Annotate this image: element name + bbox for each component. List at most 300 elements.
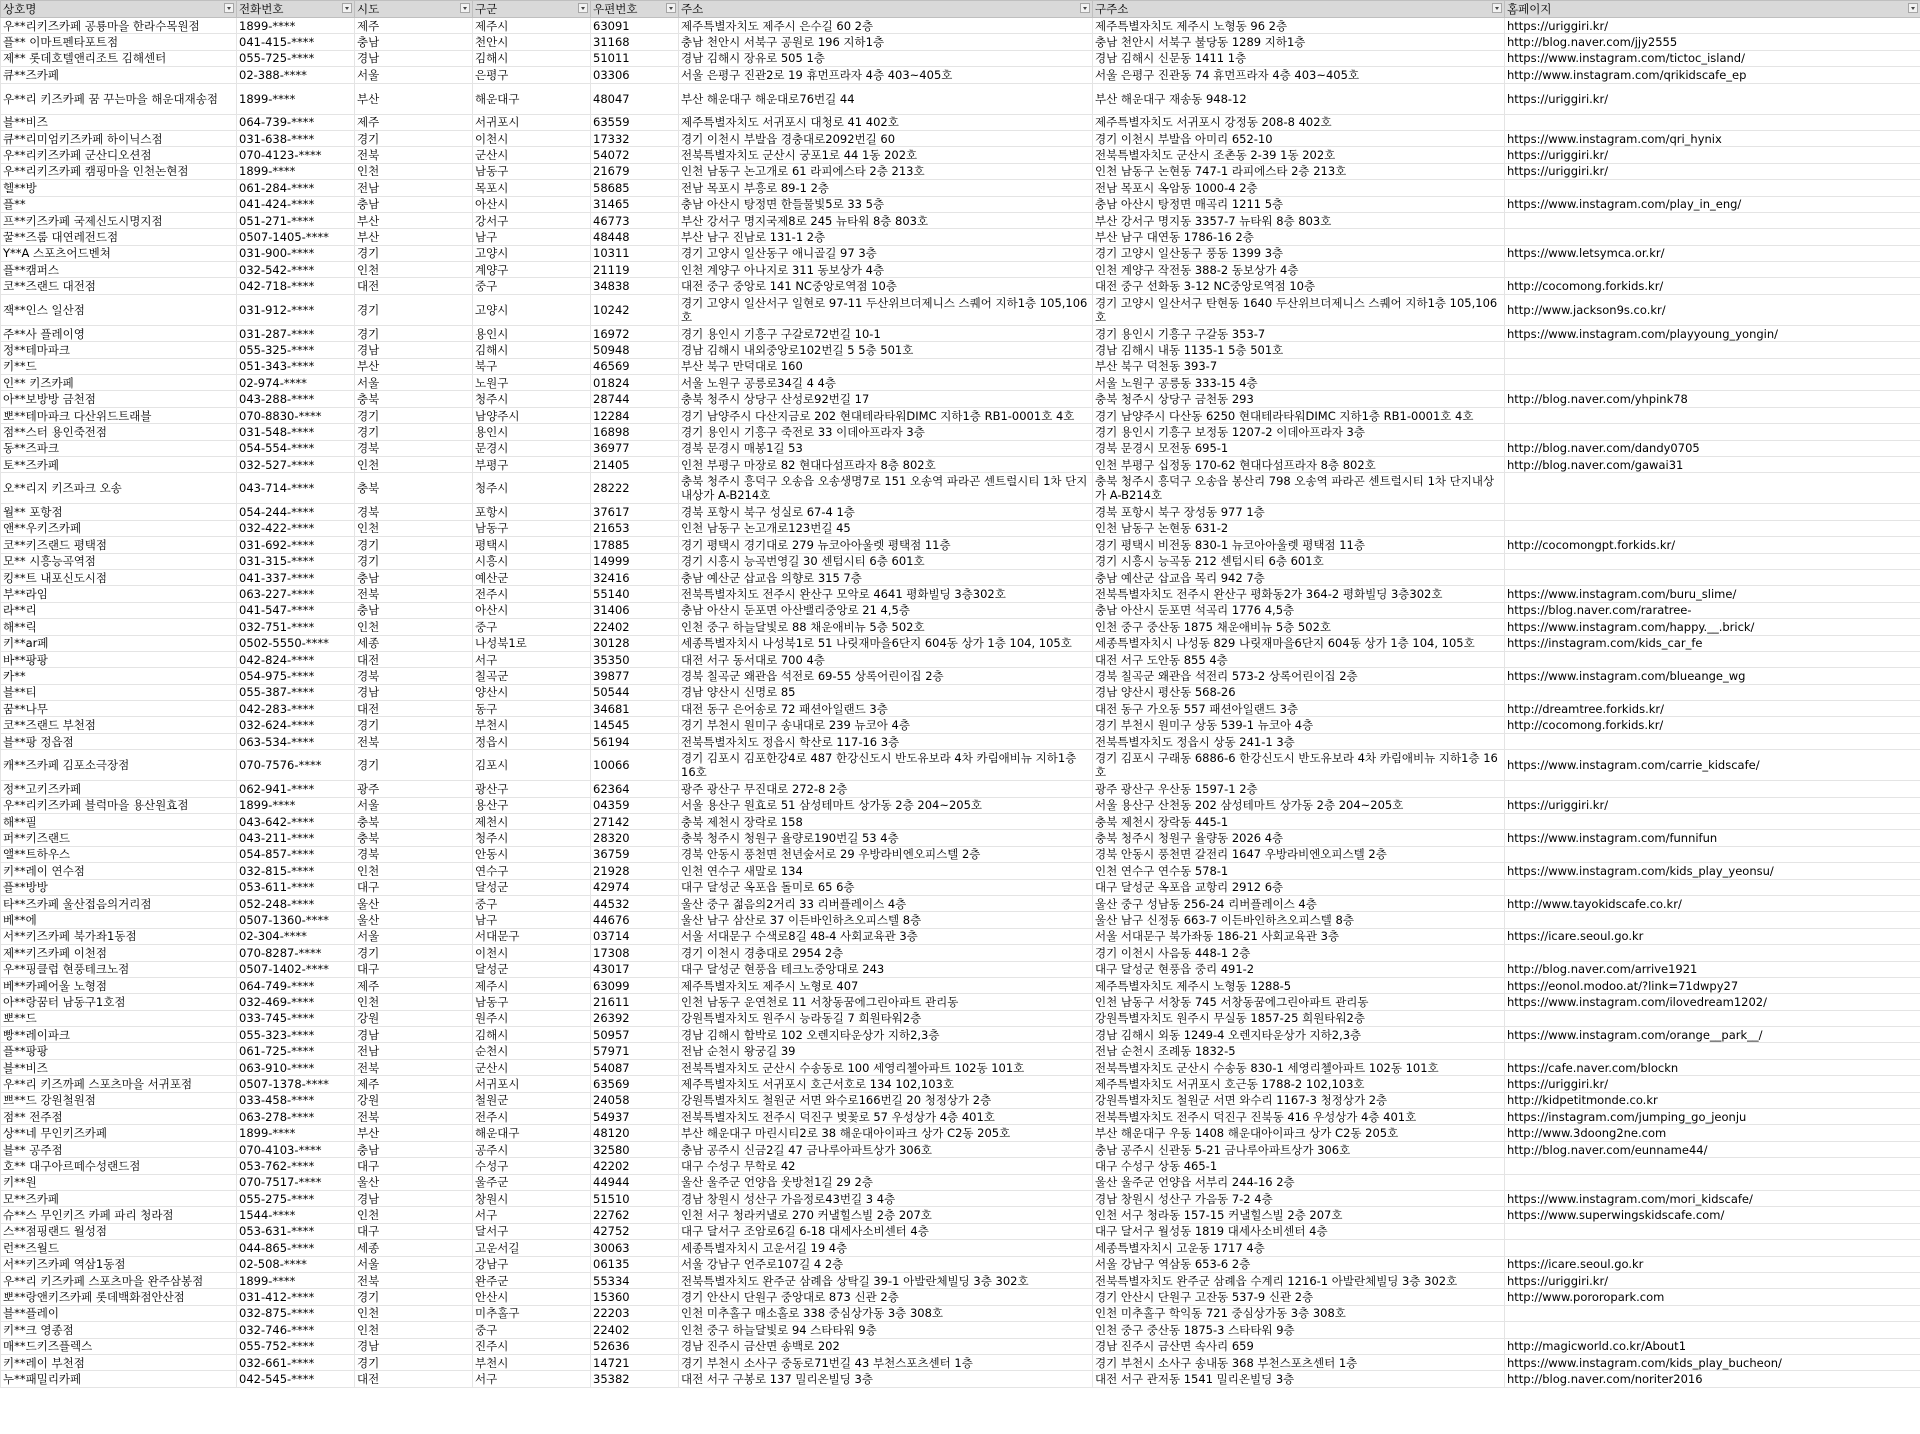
cell-address[interactable]: 충북 청주시 상당구 산성로92번길 17	[679, 391, 1093, 407]
cell-district[interactable]: 연수구	[473, 863, 591, 879]
cell-address[interactable]: 대구 달성군 옥포읍 돌미로 65 6층	[679, 879, 1093, 895]
cell-zipcode[interactable]: 30063	[591, 1240, 679, 1256]
cell-address[interactable]: 인천 서구 청라커낼로 270 커낼힐스빌 2층 207호	[679, 1207, 1093, 1223]
cell-name[interactable]: 부**라임	[1, 586, 237, 602]
cell-phone[interactable]: 053-762-****	[237, 1158, 355, 1174]
cell-district[interactable]: 남동구	[473, 163, 591, 179]
cell-province[interactable]: 경기	[355, 294, 473, 325]
cell-name[interactable]: 코**키즈랜드 평택점	[1, 537, 237, 553]
cell-address[interactable]: 경남 진주시 금산면 송백로 202	[679, 1338, 1093, 1354]
cell-district[interactable]: 수성구	[473, 1158, 591, 1174]
cell-district[interactable]: 해운대구	[473, 83, 591, 114]
cell-homepage[interactable]	[1505, 879, 1920, 895]
cell-zipcode[interactable]: 37617	[591, 504, 679, 520]
cell-province[interactable]: 서울	[355, 67, 473, 83]
cell-address[interactable]: 서울 강남구 언주로107길 4 2층	[679, 1256, 1093, 1272]
cell-homepage[interactable]: https://www.instagram.com/playyoung_yongin/	[1505, 325, 1920, 341]
cell-phone[interactable]: 1899-****	[237, 18, 355, 34]
cell-district[interactable]: 제주시	[473, 18, 591, 34]
cell-province[interactable]: 울산	[355, 895, 473, 911]
cell-district[interactable]: 전주시	[473, 586, 591, 602]
cell-phone[interactable]: 032-527-****	[237, 456, 355, 472]
cell-old-address[interactable]: 충북 청주시 청원구 율량동 2026 4층	[1093, 830, 1505, 846]
cell-name[interactable]: 키**크 영종점	[1, 1322, 237, 1338]
cell-zipcode[interactable]: 63091	[591, 18, 679, 34]
cell-district[interactable]: 용인시	[473, 424, 591, 440]
cell-homepage[interactable]	[1505, 651, 1920, 667]
cell-address[interactable]: 인천 중구 하늘달빛로 88 채운애비뉴 5층 502호	[679, 619, 1093, 635]
cell-phone[interactable]: 041-424-****	[237, 196, 355, 212]
cell-district[interactable]: 청주시	[473, 391, 591, 407]
cell-province[interactable]: 서울	[355, 928, 473, 944]
cell-old-address[interactable]: 서울 노원구 공릉동 333-15 4층	[1093, 375, 1505, 391]
cell-zipcode[interactable]: 17308	[591, 945, 679, 961]
cell-address[interactable]: 경기 부천시 원미구 송내대로 239 뉴코아 4층	[679, 717, 1093, 733]
cell-address[interactable]: 경북 문경시 매봉1길 53	[679, 440, 1093, 456]
cell-district[interactable]: 고양시	[473, 294, 591, 325]
cell-province[interactable]: 경남	[355, 684, 473, 700]
cell-zipcode[interactable]: 26392	[591, 1010, 679, 1026]
cell-district[interactable]: 철원군	[473, 1092, 591, 1108]
cell-phone[interactable]: 063-278-****	[237, 1109, 355, 1125]
cell-zipcode[interactable]: 14999	[591, 553, 679, 569]
cell-address[interactable]: 세종특별자치시 나성북1로 51 나릿재마을6단지 604동 상가 1층 104, 105호	[679, 635, 1093, 651]
cell-homepage[interactable]: http://blog.naver.com/jjy2555	[1505, 34, 1920, 50]
cell-province[interactable]: 제주	[355, 18, 473, 34]
cell-district[interactable]: 노원구	[473, 375, 591, 391]
cell-name[interactable]: 슈**스 무인키즈 카페 파리 청라점	[1, 1207, 237, 1223]
cell-homepage[interactable]: https://uriggiri.kr/	[1505, 83, 1920, 114]
cell-zipcode[interactable]: 62364	[591, 781, 679, 797]
cell-district[interactable]: 은평구	[473, 67, 591, 83]
cell-district[interactable]: 군산시	[473, 1059, 591, 1075]
cell-phone[interactable]: 055-752-****	[237, 1338, 355, 1354]
cell-address[interactable]: 인천 남동구 논고개로 61 라피에스타 2층 213호	[679, 163, 1093, 179]
cell-province[interactable]: 인천	[355, 863, 473, 879]
cell-zipcode[interactable]: 06135	[591, 1256, 679, 1272]
cell-homepage[interactable]: http://blog.naver.com/eunname44/	[1505, 1141, 1920, 1157]
filter-dropdown-icon[interactable]	[666, 3, 676, 13]
cell-phone[interactable]: 070-4103-****	[237, 1141, 355, 1157]
cell-phone[interactable]: 070-7517-****	[237, 1174, 355, 1190]
cell-homepage[interactable]: https://cafe.naver.com/blockn	[1505, 1059, 1920, 1075]
cell-name[interactable]: 정**테마파크	[1, 342, 237, 358]
cell-district[interactable]: 김포시	[473, 750, 591, 781]
cell-phone[interactable]: 052-248-****	[237, 895, 355, 911]
cell-homepage[interactable]: https://www.instagram.com/play_in_eng/	[1505, 196, 1920, 212]
cell-old-address[interactable]: 제주특별자치도 제주시 노형동 1288-5	[1093, 977, 1505, 993]
cell-old-address[interactable]: 부산 남구 대연동 1786-16 2층	[1093, 229, 1505, 245]
cell-address[interactable]: 경기 안산시 단원구 중앙대로 873 신관 2층	[679, 1289, 1093, 1305]
filter-dropdown-icon[interactable]	[578, 3, 588, 13]
cell-homepage[interactable]	[1505, 1305, 1920, 1321]
cell-address[interactable]: 경기 남양주시 다산지금로 202 현대테라타워DIMC 지하1층 RB1-0001호 4호	[679, 407, 1093, 423]
cell-phone[interactable]: 031-900-****	[237, 245, 355, 261]
cell-address[interactable]: 경기 용인시 기흥구 구갈로72번길 10-1	[679, 325, 1093, 341]
cell-district[interactable]: 청주시	[473, 830, 591, 846]
col-header-district[interactable]	[473, 1, 591, 18]
filter-dropdown-icon[interactable]	[1080, 3, 1090, 13]
cell-address[interactable]: 경기 고양시 일산서구 일현로 97-11 두산위브더제니스 스퀘어 지하1층 105,106호	[679, 294, 1093, 325]
cell-phone[interactable]: 055-725-****	[237, 50, 355, 66]
cell-province[interactable]: 인천	[355, 1207, 473, 1223]
cell-old-address[interactable]: 대구 수성구 상동 465-1	[1093, 1158, 1505, 1174]
cell-zipcode[interactable]: 27142	[591, 814, 679, 830]
cell-phone[interactable]: 02-974-****	[237, 375, 355, 391]
cell-address[interactable]: 전북특별자치도 군산시 수송동로 100 세영리첼아파트 102동 101호	[679, 1059, 1093, 1075]
cell-name[interactable]: 월** 포항점	[1, 504, 237, 520]
col-header-name[interactable]	[1, 1, 237, 18]
cell-zipcode[interactable]: 46773	[591, 212, 679, 228]
filter-dropdown-icon[interactable]	[342, 3, 352, 13]
cell-zipcode[interactable]: 44676	[591, 912, 679, 928]
cell-zipcode[interactable]: 14545	[591, 717, 679, 733]
cell-zipcode[interactable]: 22203	[591, 1305, 679, 1321]
cell-old-address[interactable]: 경북 안동시 풍천면 갈전리 1647 우방라비엔오피스텔 2층	[1093, 846, 1505, 862]
cell-phone[interactable]: 1899-****	[237, 1125, 355, 1141]
cell-phone[interactable]: 043-642-****	[237, 814, 355, 830]
cell-homepage[interactable]	[1505, 407, 1920, 423]
cell-name[interactable]: 매**드키즈플렉스	[1, 1338, 237, 1354]
cell-address[interactable]: 대전 동구 은어송로 72 패션아일랜드 3층	[679, 701, 1093, 717]
cell-name[interactable]: 서**키즈카페 역삼1동점	[1, 1256, 237, 1272]
cell-homepage[interactable]	[1505, 114, 1920, 130]
cell-homepage[interactable]: https://www.instagram.com/qri_hynix	[1505, 130, 1920, 146]
cell-address[interactable]: 서울 서대문구 수색로8길 48-4 사회교육관 3층	[679, 928, 1093, 944]
cell-zipcode[interactable]: 55334	[591, 1272, 679, 1288]
cell-province[interactable]: 경기	[355, 553, 473, 569]
cell-address[interactable]: 경기 평택시 경기대로 279 뉴코아아울렛 평택점 11층	[679, 537, 1093, 553]
cell-homepage[interactable]	[1505, 781, 1920, 797]
cell-address[interactable]: 부산 남구 진남로 131-1 2층	[679, 229, 1093, 245]
cell-zipcode[interactable]: 21405	[591, 456, 679, 472]
cell-old-address[interactable]: 울산 울주군 언양읍 서부리 244-16 2층	[1093, 1174, 1505, 1190]
cell-province[interactable]: 대구	[355, 961, 473, 977]
cell-name[interactable]: 꿀**즈룸 대연레전드점	[1, 229, 237, 245]
filter-dropdown-icon[interactable]	[1492, 3, 1502, 13]
cell-district[interactable]: 완주군	[473, 1272, 591, 1288]
cell-address[interactable]: 충남 아산시 둔포면 아산밸리중앙로 21 4,5층	[679, 602, 1093, 618]
cell-zipcode[interactable]: 35350	[591, 651, 679, 667]
cell-zipcode[interactable]: 44532	[591, 895, 679, 911]
cell-province[interactable]: 전북	[355, 1272, 473, 1288]
cell-old-address[interactable]: 경남 김해시 내동 1135-1 5층 501호	[1093, 342, 1505, 358]
cell-old-address[interactable]: 경남 김해시 신문동 1411 1층	[1093, 50, 1505, 66]
cell-name[interactable]: 제**키즈카페 이천점	[1, 945, 237, 961]
cell-phone[interactable]: 041-547-****	[237, 602, 355, 618]
cell-name[interactable]: 바**팡팡	[1, 651, 237, 667]
cell-district[interactable]: 남동구	[473, 994, 591, 1010]
cell-district[interactable]: 전주시	[473, 1109, 591, 1125]
cell-name[interactable]: 플**캠퍼스	[1, 262, 237, 278]
cell-homepage[interactable]	[1505, 1223, 1920, 1239]
cell-homepage[interactable]: http://cocomong.forkids.kr/	[1505, 278, 1920, 294]
cell-address[interactable]: 부산 해운대구 마린시티2로 38 해운대아이파크 상가 C2동 205호	[679, 1125, 1093, 1141]
cell-address[interactable]: 부산 해운대구 해운대로76번길 44	[679, 83, 1093, 114]
cell-district[interactable]: 제천시	[473, 814, 591, 830]
cell-district[interactable]: 해운대구	[473, 1125, 591, 1141]
cell-province[interactable]: 충남	[355, 196, 473, 212]
cell-zipcode[interactable]: 22402	[591, 1322, 679, 1338]
col-header-phone[interactable]	[237, 1, 355, 18]
cell-name[interactable]: 점**스터 용인죽전점	[1, 424, 237, 440]
cell-province[interactable]: 경기	[355, 537, 473, 553]
cell-zipcode[interactable]: 51011	[591, 50, 679, 66]
cell-homepage[interactable]: https://www.instagram.com/mori_kidscafe/	[1505, 1191, 1920, 1207]
cell-zipcode[interactable]: 48047	[591, 83, 679, 114]
cell-province[interactable]: 제주	[355, 1076, 473, 1092]
cell-name[interactable]: 베**카페어울 노형점	[1, 977, 237, 993]
cell-old-address[interactable]: 전북특별자치도 전주시 완산구 평화동2가 364-2 평화빌딩 3층302호	[1093, 586, 1505, 602]
cell-address[interactable]: 제주특별자치도 제주시 노형로 407	[679, 977, 1093, 993]
cell-phone[interactable]: 063-910-****	[237, 1059, 355, 1075]
cell-name[interactable]: 베**에	[1, 912, 237, 928]
cell-phone[interactable]: 032-624-****	[237, 717, 355, 733]
cell-phone[interactable]: 055-325-****	[237, 342, 355, 358]
cell-district[interactable]: 나성북1로	[473, 635, 591, 651]
cell-province[interactable]: 대전	[355, 701, 473, 717]
cell-province[interactable]: 전북	[355, 1059, 473, 1075]
cell-zipcode[interactable]: 14721	[591, 1354, 679, 1370]
cell-zipcode[interactable]: 10311	[591, 245, 679, 261]
cell-province[interactable]: 경남	[355, 50, 473, 66]
cell-province[interactable]: 세종	[355, 1240, 473, 1256]
cell-name[interactable]: 쁘**드 강원철원점	[1, 1092, 237, 1108]
cell-old-address[interactable]: 충남 아산시 둔포면 석곡리 1776 4,5층	[1093, 602, 1505, 618]
cell-district[interactable]: 서구	[473, 651, 591, 667]
cell-zipcode[interactable]: 42202	[591, 1158, 679, 1174]
cell-phone[interactable]: 053-611-****	[237, 879, 355, 895]
cell-old-address[interactable]: 경남 창원시 성산구 가음동 7-2 4층	[1093, 1191, 1505, 1207]
cell-name[interactable]: 라**리	[1, 602, 237, 618]
cell-name[interactable]: 모** 시흥능곡역점	[1, 553, 237, 569]
cell-province[interactable]: 인천	[355, 1322, 473, 1338]
cell-homepage[interactable]: http://blog.naver.com/arrive1921	[1505, 961, 1920, 977]
cell-zipcode[interactable]: 10242	[591, 294, 679, 325]
cell-name[interactable]: 뽀**드	[1, 1010, 237, 1026]
cell-province[interactable]: 경남	[355, 1338, 473, 1354]
cell-phone[interactable]: 032-422-****	[237, 520, 355, 536]
cell-address[interactable]: 전북특별자치도 완주군 삼례읍 상탁길 39-1 아발란체빌딩 3층 302호	[679, 1272, 1093, 1288]
cell-homepage[interactable]: http://www.instagram.com/qrikidscafe_ep	[1505, 67, 1920, 83]
cell-old-address[interactable]: 충북 청주시 상당구 금천동 293	[1093, 391, 1505, 407]
cell-homepage[interactable]	[1505, 1010, 1920, 1026]
cell-homepage[interactable]: http://magicworld.co.kr/About1	[1505, 1338, 1920, 1354]
cell-address[interactable]: 대전 서구 구봉로 137 밀리온빌딩 3층	[679, 1371, 1093, 1387]
cell-address[interactable]: 광주 광산구 무진대로 272-8 2층	[679, 781, 1093, 797]
cell-district[interactable]: 청주시	[473, 473, 591, 504]
cell-homepage[interactable]	[1505, 553, 1920, 569]
cell-name[interactable]: 우**리 키즈카페 꿈 꾸는마을 해운대재송점	[1, 83, 237, 114]
cell-name[interactable]: 플**방방	[1, 879, 237, 895]
cell-homepage[interactable]: http://cocomong.forkids.kr/	[1505, 717, 1920, 733]
cell-old-address[interactable]: 인천 부평구 십정동 170-62 현대다섬프라자 8층 802호	[1093, 456, 1505, 472]
cell-zipcode[interactable]: 22402	[591, 619, 679, 635]
cell-district[interactable]: 정읍시	[473, 733, 591, 749]
cell-address[interactable]: 인천 계양구 아나지로 311 동보상가 4층	[679, 262, 1093, 278]
cell-homepage[interactable]: https://icare.seoul.go.kr	[1505, 928, 1920, 944]
cell-name[interactable]: 우**리키즈카페 군산디오션점	[1, 147, 237, 163]
cell-province[interactable]: 서울	[355, 797, 473, 813]
cell-old-address[interactable]: 경기 고양시 일산서구 탄현동 1640 두산위브더제니스 스퀘어 지하1층 105,106호	[1093, 294, 1505, 325]
cell-phone[interactable]: 041-415-****	[237, 34, 355, 50]
filter-dropdown-icon[interactable]	[1908, 3, 1918, 13]
cell-name[interactable]: 런**즈월드	[1, 1240, 237, 1256]
cell-homepage[interactable]: http://blog.naver.com/yhpink78	[1505, 391, 1920, 407]
cell-old-address[interactable]: 경기 이천시 사음동 448-1 2층	[1093, 945, 1505, 961]
cell-old-address[interactable]: 경기 부천시 원미구 상동 539-1 뉴코아 4층	[1093, 717, 1505, 733]
cell-address[interactable]: 경기 고양시 일산동구 애니골길 97 3층	[679, 245, 1093, 261]
cell-address[interactable]: 인천 중구 하늘달빛로 94 스타타워 9층	[679, 1322, 1093, 1338]
cell-phone[interactable]: 044-865-****	[237, 1240, 355, 1256]
cell-homepage[interactable]: https://www.instagram.com/buru_slime/	[1505, 586, 1920, 602]
cell-zipcode[interactable]: 01824	[591, 375, 679, 391]
cell-phone[interactable]: 031-315-****	[237, 553, 355, 569]
cell-address[interactable]: 전남 순천시 왕궁길 39	[679, 1043, 1093, 1059]
cell-province[interactable]: 경남	[355, 1027, 473, 1043]
cell-old-address[interactable]: 울산 중구 성남동 256-24 리버플레이스 4층	[1093, 895, 1505, 911]
cell-address[interactable]: 서울 노원구 공릉로34길 4 4층	[679, 375, 1093, 391]
cell-district[interactable]: 달서구	[473, 1223, 591, 1239]
cell-zipcode[interactable]: 21653	[591, 520, 679, 536]
filter-dropdown-icon[interactable]	[460, 3, 470, 13]
cell-province[interactable]: 경기	[355, 407, 473, 423]
cell-old-address[interactable]: 부산 해운대구 우동 1408 해운대아이파크 상가 C2동 205호	[1093, 1125, 1505, 1141]
cell-province[interactable]: 경남	[355, 342, 473, 358]
cell-homepage[interactable]: http://www.3doong2ne.com	[1505, 1125, 1920, 1141]
cell-phone[interactable]: 051-271-****	[237, 212, 355, 228]
cell-phone[interactable]: 042-718-****	[237, 278, 355, 294]
cell-name[interactable]: 정**고키즈카페	[1, 781, 237, 797]
cell-homepage[interactable]: https://www.instagram.com/kids_play_yeonsu/	[1505, 863, 1920, 879]
cell-homepage[interactable]	[1505, 424, 1920, 440]
cell-old-address[interactable]: 인천 중구 중산동 1875 채운애비뉴 5층 502호	[1093, 619, 1505, 635]
cell-address[interactable]: 전남 목포시 부흥로 89-1 2층	[679, 180, 1093, 196]
cell-old-address[interactable]: 충남 아산시 탕정면 매곡리 1211 5층	[1093, 196, 1505, 212]
cell-phone[interactable]: 031-287-****	[237, 325, 355, 341]
cell-zipcode[interactable]: 28320	[591, 830, 679, 846]
cell-old-address[interactable]: 전남 목포시 옥암동 1000-4 2층	[1093, 180, 1505, 196]
cell-name[interactable]: 캐**즈카페 김포소극장점	[1, 750, 237, 781]
cell-old-address[interactable]: 경기 시흥시 능곡동 212 센텀시티 6층 601호	[1093, 553, 1505, 569]
cell-zipcode[interactable]: 54937	[591, 1109, 679, 1125]
cell-phone[interactable]: 061-725-****	[237, 1043, 355, 1059]
cell-province[interactable]: 강원	[355, 1092, 473, 1108]
cell-province[interactable]: 부산	[355, 212, 473, 228]
cell-province[interactable]: 제주	[355, 977, 473, 993]
cell-phone[interactable]: 043-288-****	[237, 391, 355, 407]
cell-phone[interactable]: 064-749-****	[237, 977, 355, 993]
cell-name[interactable]: 키**ar페	[1, 635, 237, 651]
cell-phone[interactable]: 033-745-****	[237, 1010, 355, 1026]
cell-homepage[interactable]	[1505, 358, 1920, 374]
cell-phone[interactable]: 070-8830-****	[237, 407, 355, 423]
cell-phone[interactable]: 042-545-****	[237, 1371, 355, 1387]
cell-phone[interactable]: 032-751-****	[237, 619, 355, 635]
cell-phone[interactable]: 070-7576-****	[237, 750, 355, 781]
cell-address[interactable]: 전북특별자치도 군산시 궁포1로 44 1동 202호	[679, 147, 1093, 163]
cell-old-address[interactable]: 대전 동구 가오동 557 패션아일랜드 3층	[1093, 701, 1505, 717]
cell-phone[interactable]: 041-337-****	[237, 569, 355, 585]
cell-old-address[interactable]: 전북특별자치도 완주군 삼례읍 수계리 1216-1 아발란체빌딩 3층 302호	[1093, 1272, 1505, 1288]
cell-district[interactable]: 중구	[473, 278, 591, 294]
cell-name[interactable]: 키**원	[1, 1174, 237, 1190]
cell-name[interactable]: 토**즈카페	[1, 456, 237, 472]
cell-district[interactable]: 남구	[473, 912, 591, 928]
cell-province[interactable]: 충남	[355, 1141, 473, 1157]
cell-phone[interactable]: 054-857-****	[237, 846, 355, 862]
cell-name[interactable]: 큐**리미엄키즈카페 하이닉스점	[1, 130, 237, 146]
cell-zipcode[interactable]: 52636	[591, 1338, 679, 1354]
cell-homepage[interactable]: https://eonol.modoo.at/?link=71dwpy27	[1505, 977, 1920, 993]
cell-address[interactable]: 인천 부평구 마장로 82 현대다섬프라자 8층 802호	[679, 456, 1093, 472]
cell-name[interactable]: 스**점핑랜드 월성점	[1, 1223, 237, 1239]
cell-province[interactable]: 대구	[355, 1223, 473, 1239]
cell-homepage[interactable]: https://www.instagram.com/blueange_wg	[1505, 668, 1920, 684]
cell-address[interactable]: 제주특별자치도 서귀포시 대청로 41 402호	[679, 114, 1093, 130]
cell-old-address[interactable]: 대전 중구 선화동 3-12 NC중앙로역점 10층	[1093, 278, 1505, 294]
cell-old-address[interactable]: 울산 남구 신정동 663-7 이든바인하츠오피스텔 8층	[1093, 912, 1505, 928]
cell-address[interactable]: 부산 북구 만덕대로 160	[679, 358, 1093, 374]
cell-phone[interactable]: 031-638-****	[237, 130, 355, 146]
cell-zipcode[interactable]: 31465	[591, 196, 679, 212]
cell-address[interactable]: 인천 남동구 논고개로123번길 45	[679, 520, 1093, 536]
cell-province[interactable]: 대전	[355, 1371, 473, 1387]
col-header-zipcode[interactable]	[591, 1, 679, 18]
cell-province[interactable]: 울산	[355, 1174, 473, 1190]
cell-old-address[interactable]: 인천 계양구 작전동 388-2 동보상가 4층	[1093, 262, 1505, 278]
cell-address[interactable]: 충북 청주시 흥덕구 오송읍 오송생명7로 151 오송역 파라곤 센트럴시티 1차 단지내상가 A-B214호	[679, 473, 1093, 504]
cell-province[interactable]: 경기	[355, 717, 473, 733]
cell-zipcode[interactable]: 63099	[591, 977, 679, 993]
cell-phone[interactable]: 063-227-****	[237, 586, 355, 602]
cell-phone[interactable]: 054-244-****	[237, 504, 355, 520]
cell-old-address[interactable]: 경기 이천시 부발읍 아미리 652-10	[1093, 130, 1505, 146]
cell-district[interactable]: 포항시	[473, 504, 591, 520]
cell-address[interactable]: 경기 김포시 김포한강4로 487 한강신도시 반도유보라 4차 카림애비뉴 지하1층 16호	[679, 750, 1093, 781]
cell-old-address[interactable]: 서울 은평구 진관동 74 휴먼프라자 4층 403~405호	[1093, 67, 1505, 83]
cell-address[interactable]: 부산 강서구 명지국제8로 245 뉴타워 8층 803호	[679, 212, 1093, 228]
col-header-homepage[interactable]	[1505, 1, 1920, 18]
cell-zipcode[interactable]: 36977	[591, 440, 679, 456]
cell-zipcode[interactable]: 34838	[591, 278, 679, 294]
cell-address[interactable]: 강원특별자치도 철원군 서면 와수로166번길 20 청정상가 2층	[679, 1092, 1093, 1108]
cell-zipcode[interactable]: 22762	[591, 1207, 679, 1223]
cell-homepage[interactable]: https://www.letsymca.or.kr/	[1505, 245, 1920, 261]
cell-homepage[interactable]: https://uriggiri.kr/	[1505, 147, 1920, 163]
cell-homepage[interactable]: http://blog.naver.com/dandy0705	[1505, 440, 1920, 456]
cell-homepage[interactable]: http://kidpetitmonde.co.kr	[1505, 1092, 1920, 1108]
cell-old-address[interactable]: 경기 김포시 구래동 6886-6 한강신도시 반도유보라 4차 카림애비뉴 지하1층 16호	[1093, 750, 1505, 781]
cell-name[interactable]: 블**티	[1, 684, 237, 700]
cell-district[interactable]: 예산군	[473, 569, 591, 585]
cell-zipcode[interactable]: 48120	[591, 1125, 679, 1141]
cell-district[interactable]: 서구	[473, 1207, 591, 1223]
cell-name[interactable]: 누**패밀리카페	[1, 1371, 237, 1387]
cell-name[interactable]: 우**리 키즈카페 스포츠마을 완주삼봉점	[1, 1272, 237, 1288]
cell-name[interactable]: 코**즈랜드 부천점	[1, 717, 237, 733]
cell-homepage[interactable]: http://www.pororopark.com	[1505, 1289, 1920, 1305]
cell-name[interactable]: 인** 키즈카페	[1, 375, 237, 391]
cell-address[interactable]: 전북특별자치도 전주시 덕진구 벚꽃로 57 우성상가 4층 401호	[679, 1109, 1093, 1125]
cell-name[interactable]: 블**플레이	[1, 1305, 237, 1321]
cell-name[interactable]: 오**리지 키즈파크 오송	[1, 473, 237, 504]
cell-zipcode[interactable]: 21679	[591, 163, 679, 179]
cell-province[interactable]: 서울	[355, 1256, 473, 1272]
cell-homepage[interactable]: https://www.instagram.com/carrie_kidscafe/	[1505, 750, 1920, 781]
cell-old-address[interactable]: 서울 강남구 역삼동 653-6 2층	[1093, 1256, 1505, 1272]
cell-old-address[interactable]: 광주 광산구 우산동 1597-1 2층	[1093, 781, 1505, 797]
